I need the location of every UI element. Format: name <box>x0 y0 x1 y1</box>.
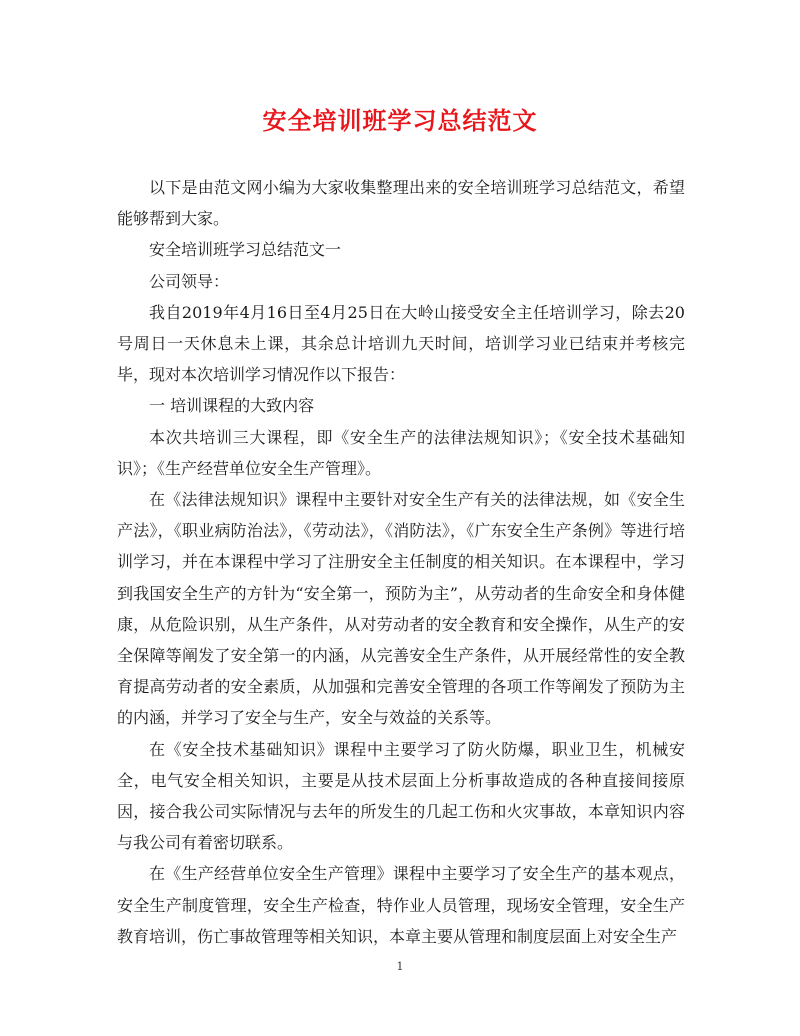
paragraph-technology-course: 在《安全技术基础知识》课程中主要学习了防火防爆，职业卫生，机械安全，电气安全相关知识，主要是从技术层面上分析事故造成的各种直接间接原因，接合我公司实际情况与去年的所发生的几起工伤和火灾事故，本章知识内容与我公司有着密切联系。 <box>117 739 685 853</box>
paragraph-courses: 本次共培训三大课程，即《安全生产的法律法规知识》；《安全技术基础知识》；《生产经营单位安全生产管理》。 <box>117 427 685 478</box>
document-body <box>117 172 685 952</box>
paragraph-salutation: 公司领导： <box>149 271 230 291</box>
document-title: 安全培训班学习总结范文 <box>262 106 538 135</box>
paragraph-subtitle: 安全培训班学习总结范文一 <box>149 240 342 260</box>
page-number: 1 <box>396 960 404 973</box>
paragraph-intro: 以下是由范文网小编为大家收集整理出来的安全培训班学习总结范文，希望能够帮到大家。 <box>117 178 685 229</box>
paragraph-management-course: 在《生产经营单位安全生产管理》课程中主要学习了安全生产的基本观点，安全生产制度管理，安全生产检查，特作业人员管理，现场安全管理，安全生产教育培训，伤亡事故管理等相关知识，本章主要从管理和制度层面上对安全生产 <box>117 864 685 946</box>
paragraph-law-course: 在《法律法规知识》课程中主要针对安全生产有关的法律法规，如《安全生产法》，《职业病防治法》，《劳动法》，《消防法》，《广东安全生产条例》等进行培训学习，并在本课程中学习了注册安全主任制度的相关知识。在本课程中，学习到我国安全生产的方针为“安全第一，预防为主”，从劳动者的生命安全和身体健康，从危险识别，从生产条件，从对劳动者的安全教育和安全操作，从生产的安全保障等阐发了安全第一的内涵，从完善安全生产条件，从开展经常性的安全教育提高劳动者的安全素质，从加强和完善安全管理的各项工作等阐发了预防为主的内涵，并学习了安全与生产，安全与效益的关系等。 <box>117 490 685 728</box>
paragraph-report-opening: 我自2019年4月16日至4月25日在大岭山接受安全主任培训学习，除去20号周日一天休息未上课，其余总计培训九天时间，培训学习业已结束并考核完毕，现对本次培训学习情况作以下报告： <box>117 302 685 385</box>
section-heading: 一 培训课程的大致内容 <box>149 396 315 416</box>
